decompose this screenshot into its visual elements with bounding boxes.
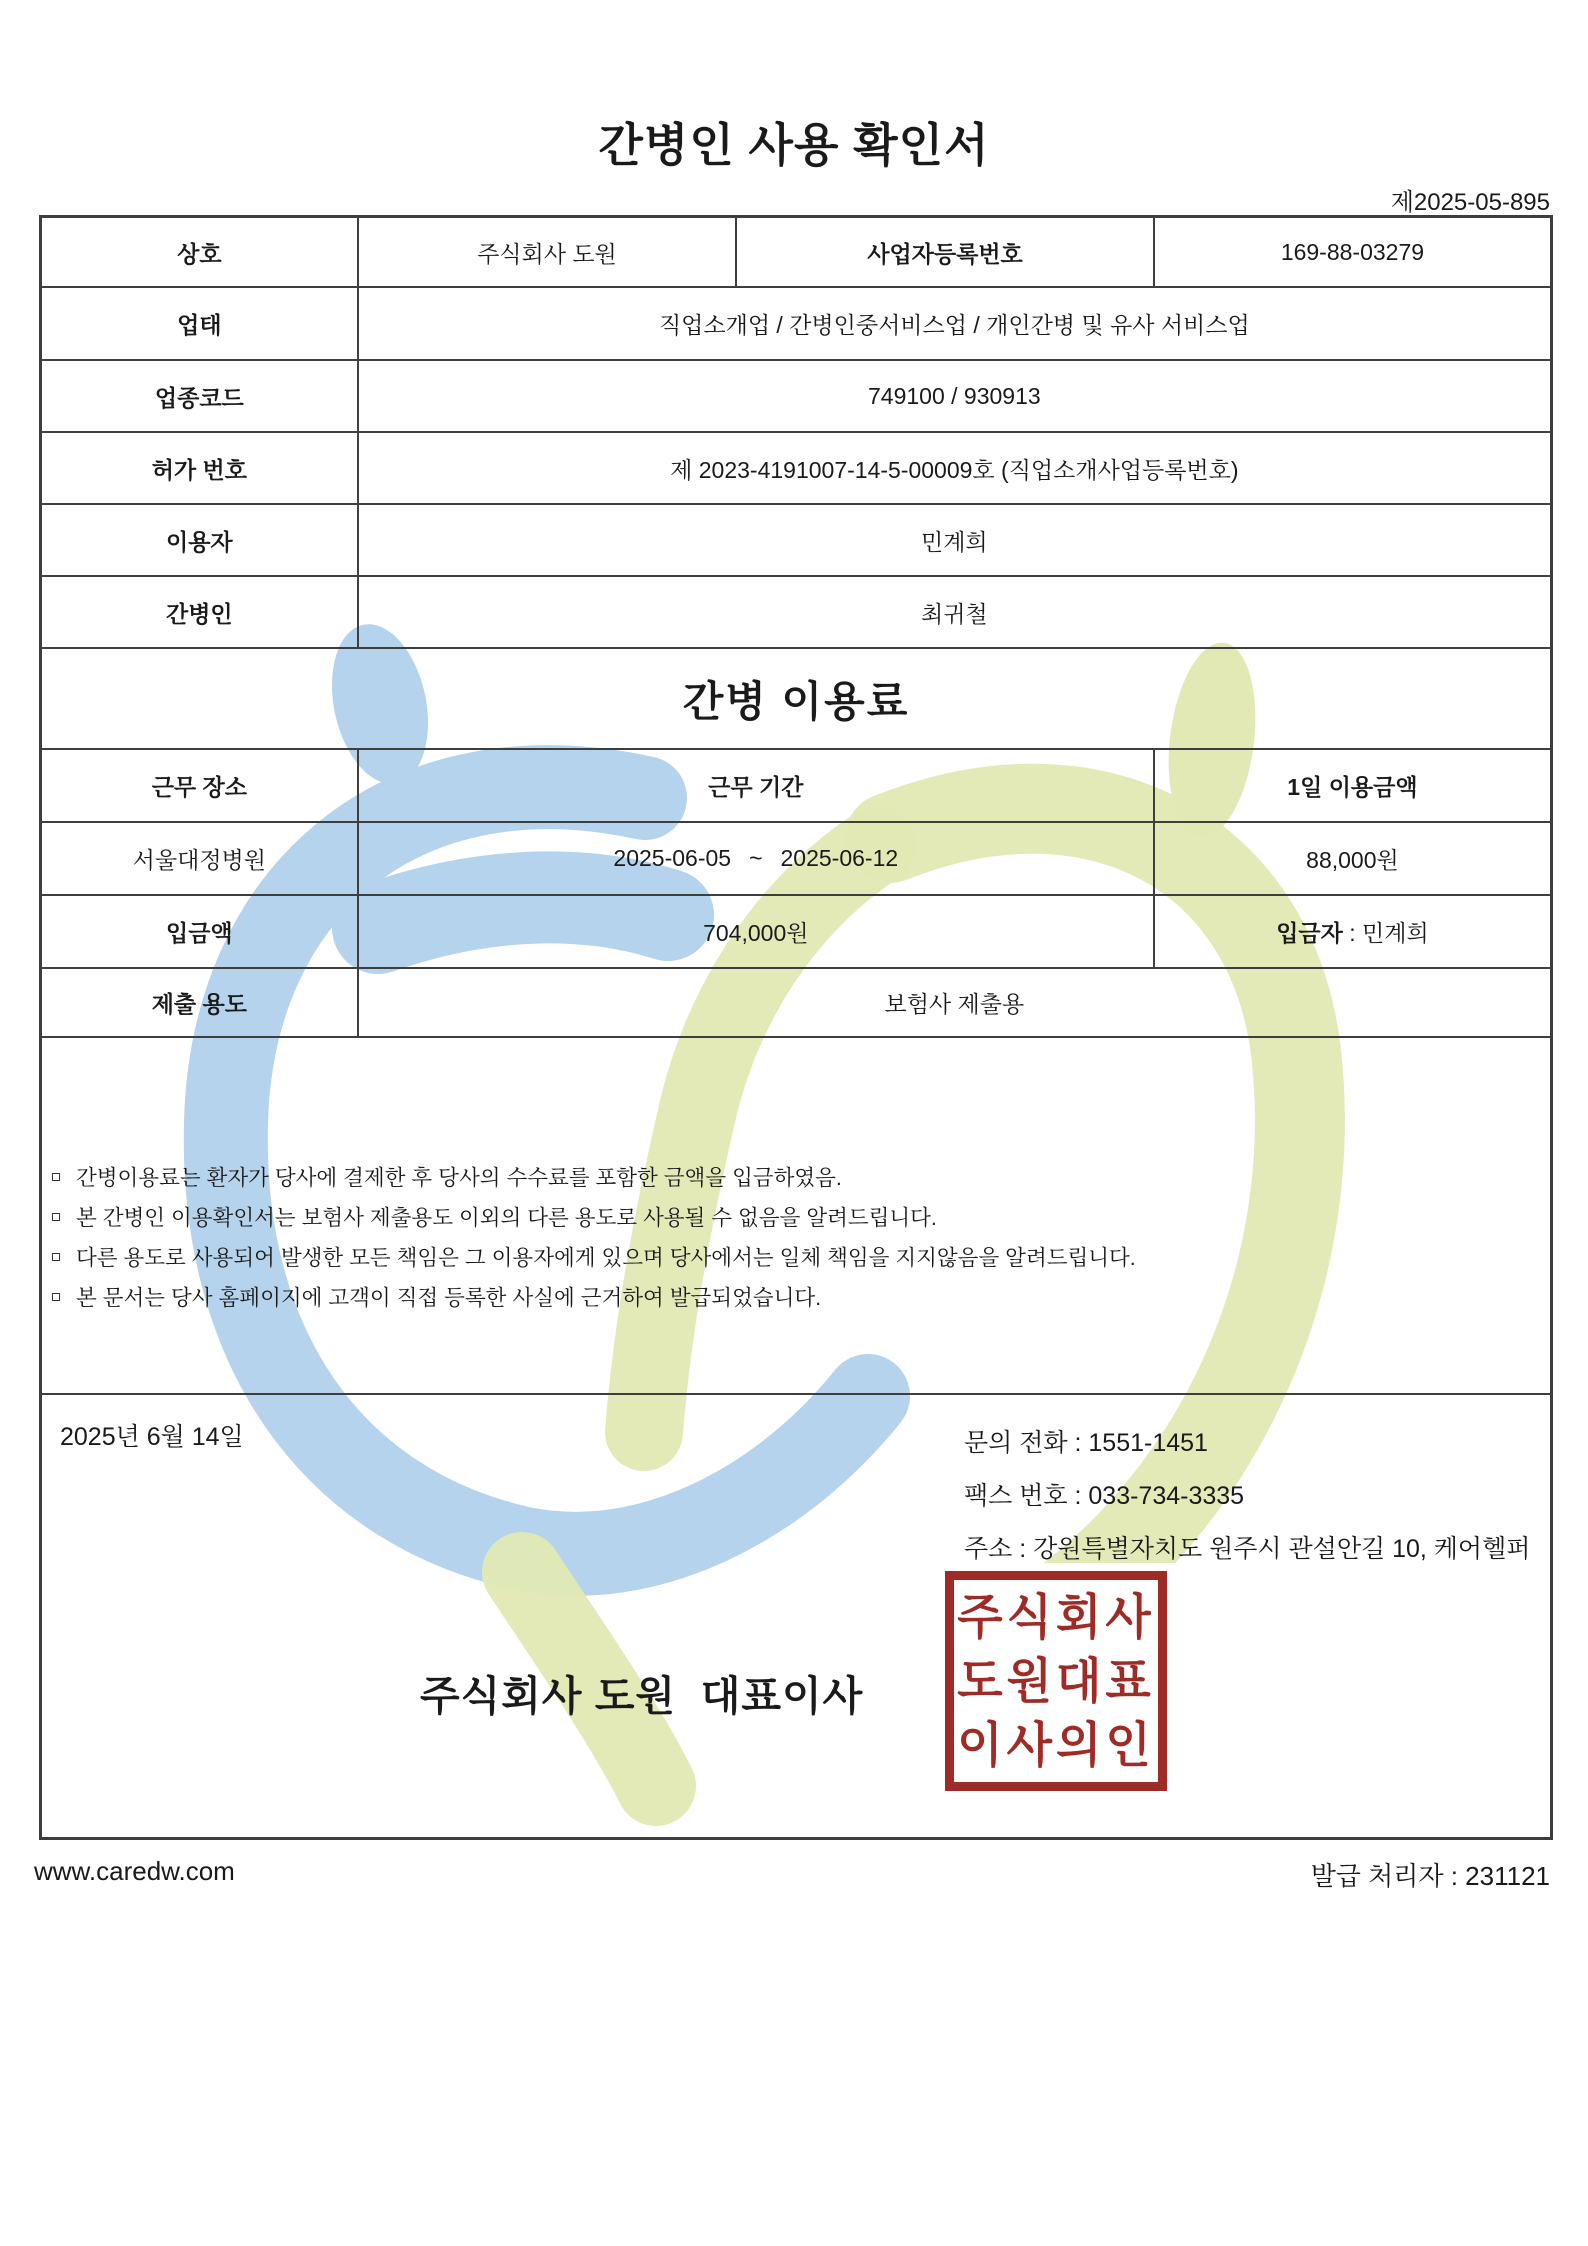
table-row-license-no: [42, 433, 1550, 505]
label-business-reg-no: 사업자등록번호: [737, 218, 1155, 286]
label-company-name: 상호: [42, 218, 359, 286]
seal-line: 주식회사: [957, 1589, 1155, 1644]
column-daily-amount: 1일 이용금액: [1287, 774, 1418, 800]
label-depositor: 입금자: [1276, 920, 1343, 946]
value-depositor: [1155, 896, 1550, 967]
table-row-company: [42, 218, 1550, 288]
fee-data-row: [42, 823, 1550, 896]
square-bullet-icon: [52, 1173, 60, 1181]
value-license-no: 제 2023-4191007-14-5-00009호 (직업소개사업등록번호): [670, 456, 1239, 483]
deposit-row: [42, 896, 1550, 969]
value-business-type: 직업소개업 / 간병인중서비스업 / 개인간병 및 유사 서비스업: [658, 312, 1250, 338]
seal-line: 이사의인: [957, 1717, 1155, 1772]
value-user: 민계희: [921, 528, 988, 555]
note-text: 본 문서는 당사 홈페이지에 고객이 직접 등록한 사실에 근거하여 발급되었습니다.: [76, 1286, 822, 1310]
document-title: 간병인 사용 확인서: [598, 118, 990, 171]
label-industry-code: 업종코드: [42, 361, 359, 431]
note-text: 본 간병인 이용확인서는 보험사 제출용도 이외의 다른 용도로 사용될 수 없음을 알려드립니다.: [76, 1206, 937, 1230]
note-line: [50, 1246, 1540, 1270]
note-text: 다른 용도로 사용되어 발생한 모든 책임은 그 이용자에게 있으며 당사에서는 일체 책임을 지지않음을 알려드립니다.: [76, 1246, 1136, 1270]
column-work-period: 근무 기간: [359, 750, 1155, 821]
label-license-no: 허가 번호: [42, 433, 359, 503]
value-caregiver: 최귀철: [921, 600, 988, 627]
label-user: 이용자: [42, 505, 359, 575]
contact-info: [964, 1417, 1530, 1576]
value-work-period: [359, 823, 1155, 894]
contact-phone: 문의 전화 : 1551-1451: [964, 1429, 1208, 1457]
note-line: [50, 1166, 1540, 1190]
contact-fax: 팩스 번호 : 033-734-3335: [964, 1482, 1245, 1510]
label-deposit-amount: 입금액: [42, 896, 359, 967]
period-start: 2025-06-05: [613, 845, 732, 871]
fee-section-heading: [42, 649, 1550, 750]
value-company-name: 주식회사 도원: [359, 218, 738, 286]
fee-heading-text: 간병 이용료: [682, 677, 910, 725]
table-row-industry-code: [42, 361, 1550, 433]
purpose-row: [42, 969, 1550, 1038]
issue-section: [42, 1395, 1550, 1837]
contact-address: 주소 : 강원특별자치도 원주시 관설안길 10, 케어헬퍼: [964, 1535, 1531, 1563]
column-work-place: 근무 장소: [42, 750, 359, 821]
value-deposit-amount: 704,000원: [359, 896, 1155, 967]
value-industry-code: 749100 / 930913: [868, 382, 1041, 409]
footer-website: www.caredw.com: [34, 1856, 235, 1886]
label-caregiver: 간병인: [42, 577, 359, 647]
document-number: 제2025-05-895: [1390, 189, 1550, 216]
table-row-caregiver: [42, 577, 1550, 649]
issue-date: 2025년 6월 14일: [60, 1423, 244, 1451]
company-signature: 주식회사 도원 대표이사: [420, 1673, 864, 1719]
note-text: 간병이용료는 환자가 당사에 결제한 후 당사의 수수료를 포함한 금액을 입금하였음.: [76, 1166, 842, 1190]
period-separator: ~: [749, 845, 763, 871]
value-work-place: 서울대정병원: [42, 823, 359, 894]
label-business-type: 업태: [42, 288, 359, 359]
value-daily-amount: 88,000원: [1306, 847, 1399, 873]
depositor-name: : 민계희: [1342, 920, 1429, 946]
document-body-frame: [39, 215, 1553, 1840]
label-purpose: 제출 용도: [42, 969, 359, 1036]
corporate-seal-stamp: [945, 1571, 1167, 1791]
value-purpose: 보험사 제출용: [884, 991, 1025, 1017]
notes-section: [42, 1038, 1550, 1395]
table-row-business-type: [42, 288, 1550, 361]
note-line: [50, 1286, 1540, 1310]
seal-line: 도원대표: [957, 1653, 1155, 1708]
square-bullet-icon: [52, 1213, 60, 1221]
square-bullet-icon: [52, 1253, 60, 1261]
period-end: 2025-06-12: [780, 845, 899, 871]
note-line: [50, 1206, 1540, 1230]
square-bullet-icon: [52, 1293, 60, 1301]
footer-issuer: 발급 처리자 : 231121: [1310, 1861, 1550, 1891]
table-row-user: [42, 505, 1550, 577]
value-business-reg-no: 169-88-03279: [1280, 238, 1425, 265]
fee-header-row: [42, 750, 1550, 823]
